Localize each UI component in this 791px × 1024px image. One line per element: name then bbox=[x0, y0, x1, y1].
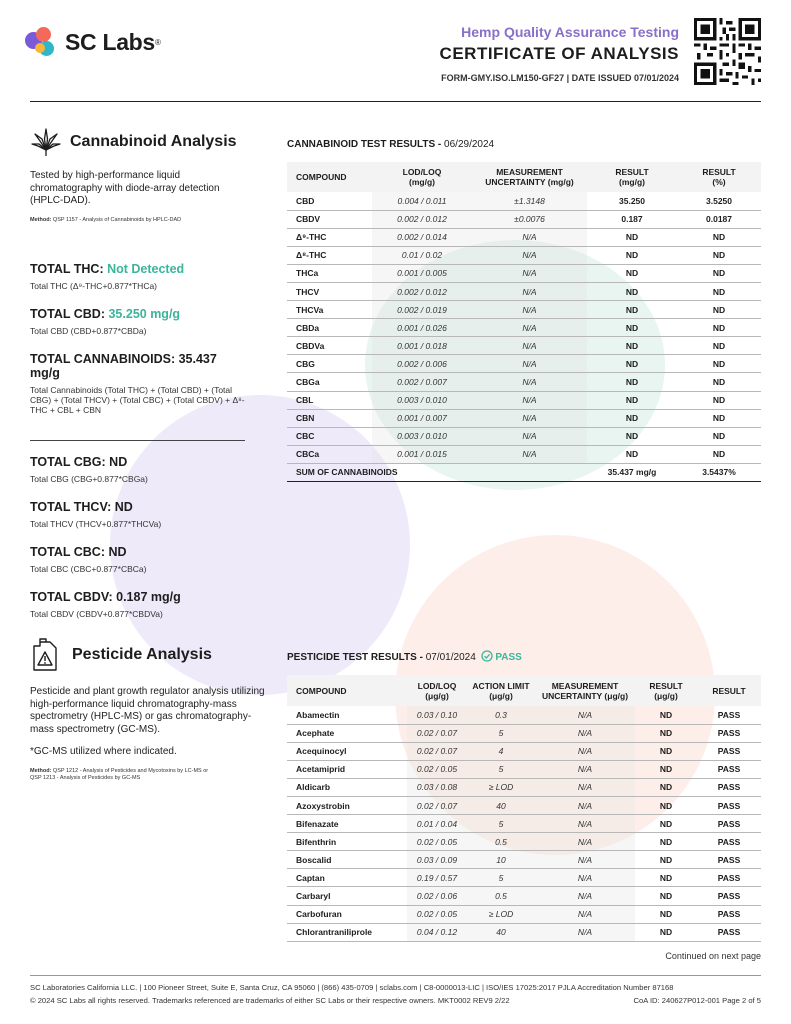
total-cannabinoids: TOTAL CANNABINOIDS: 35.437 mg/g bbox=[30, 352, 217, 380]
table-row bbox=[287, 409, 761, 427]
table-cell: N/A bbox=[472, 282, 587, 300]
table-cell: ND bbox=[677, 301, 761, 319]
table-cell: ND bbox=[587, 373, 677, 391]
compound-name: THCV bbox=[287, 282, 372, 300]
total-cbc-formula: Total CBC (CBC+0.877*CBCa) bbox=[30, 564, 147, 574]
check-circle-icon bbox=[481, 650, 493, 662]
table-cell: 0.003 / 0.010 bbox=[372, 391, 472, 409]
table-cell: N/A bbox=[472, 355, 587, 373]
table-cell: 0.03 / 0.10 bbox=[407, 706, 467, 724]
table-cell: N/A bbox=[472, 445, 587, 463]
table-cell: 0.02 / 0.07 bbox=[407, 742, 467, 760]
table-cell: ND bbox=[677, 427, 761, 445]
table-row bbox=[287, 282, 761, 300]
table-cell: ND bbox=[587, 337, 677, 355]
total-cbg: TOTAL CBG: ND bbox=[30, 455, 128, 469]
table-row bbox=[287, 833, 761, 851]
table-cell: ND bbox=[635, 833, 697, 851]
table-cell: ND bbox=[677, 391, 761, 409]
table-cell: ND bbox=[587, 301, 677, 319]
sum-pct: 3.5437% bbox=[677, 463, 761, 481]
compound-name: Boscalid bbox=[287, 851, 407, 869]
table-cell: 4 bbox=[467, 742, 535, 760]
table-cell: N/A bbox=[535, 778, 635, 796]
summary-divider bbox=[30, 440, 245, 441]
table-cell: N/A bbox=[535, 851, 635, 869]
table-cell: PASS bbox=[697, 905, 761, 923]
table-row bbox=[287, 301, 761, 319]
table-cell: ND bbox=[677, 337, 761, 355]
table-cell: 0.02 / 0.05 bbox=[407, 905, 467, 923]
cannabis-leaf-icon bbox=[30, 126, 62, 158]
table-cell: 0.04 / 0.12 bbox=[407, 923, 467, 941]
table-cell: N/A bbox=[535, 796, 635, 814]
table-cell: ND bbox=[677, 409, 761, 427]
table-cell: ND bbox=[635, 851, 697, 869]
table-row bbox=[287, 445, 761, 463]
table-cell: 10 bbox=[467, 851, 535, 869]
table-cell: PASS bbox=[697, 760, 761, 778]
table-cell: 35.250 bbox=[587, 192, 677, 210]
sum-mg: 35.437 mg/g bbox=[587, 463, 677, 481]
table-cell: 0.002 / 0.014 bbox=[372, 228, 472, 246]
column-header: COMPOUND bbox=[287, 162, 372, 192]
compound-name: Δ⁹-THC bbox=[287, 228, 372, 246]
table-cell: N/A bbox=[472, 246, 587, 264]
table-cell: ND bbox=[635, 923, 697, 941]
table-row bbox=[287, 851, 761, 869]
table-cell: 40 bbox=[467, 796, 535, 814]
column-header: MEASUREMENT UNCERTAINTY (mg/g) bbox=[472, 162, 587, 192]
compound-name: Acephate bbox=[287, 724, 407, 742]
footer-copyright: © 2024 SC Labs all rights reserved. Trademarks referenced are trademarks of either SC Labs or their respective owners. MKT0002 REV9 2/22 CoA ID: 240627P012-001 Page 2 of 5 bbox=[30, 996, 761, 1005]
table-cell: ND bbox=[677, 228, 761, 246]
compound-name: CBDVa bbox=[287, 337, 372, 355]
table-cell: ND bbox=[587, 355, 677, 373]
table-row bbox=[287, 355, 761, 373]
table-cell: N/A bbox=[472, 319, 587, 337]
table-cell: 5 bbox=[467, 815, 535, 833]
table-cell: 0.002 / 0.019 bbox=[372, 301, 472, 319]
table-cell: 0.01 / 0.04 bbox=[407, 815, 467, 833]
brand-name: SC Labs bbox=[65, 28, 155, 55]
compound-name: Abamectin bbox=[287, 706, 407, 724]
table-cell: 0.02 / 0.07 bbox=[407, 796, 467, 814]
header-subtitle: Hemp Quality Assurance Testing bbox=[461, 24, 679, 40]
table-cell: PASS bbox=[697, 742, 761, 760]
table-cell: N/A bbox=[535, 833, 635, 851]
pesticide-description: Pesticide and plant growth regulator analysis utilizing high-performance liquid chromatography-mass spectrometry (HPLC-MS) or gas chromatography-mass spectrometry (GC-MS). bbox=[30, 686, 265, 735]
logo-mark-icon bbox=[25, 24, 61, 60]
table-cell: N/A bbox=[535, 869, 635, 887]
total-thcv-formula: Total THCV (THCV+0.877*THCVa) bbox=[30, 519, 162, 529]
cannabinoid-table-title: CANNABINOID TEST RESULTS - 06/29/2024 bbox=[287, 139, 495, 150]
total-cbd-formula: Total CBD (CBD+0.877*CBDa) bbox=[30, 326, 147, 336]
compound-name: Chlorantraniliprole bbox=[287, 923, 407, 941]
pesticide-results-table bbox=[287, 675, 761, 942]
header-divider bbox=[30, 101, 761, 102]
table-cell: 0.002 / 0.012 bbox=[372, 210, 472, 228]
total-thc-formula: Total THC (Δ⁹-THC+0.877*THCa) bbox=[30, 281, 158, 291]
compound-name: CBGa bbox=[287, 373, 372, 391]
table-row bbox=[287, 905, 761, 923]
table-cell: 0.002 / 0.007 bbox=[372, 373, 472, 391]
table-cell: ND bbox=[635, 742, 697, 760]
table-cell: 0.02 / 0.05 bbox=[407, 833, 467, 851]
table-row bbox=[287, 264, 761, 282]
table-cell: ND bbox=[635, 815, 697, 833]
cannabinoid-method: Method: QSP 1157 - Analysis of Cannabinoids by HPLC-DAD bbox=[30, 216, 182, 223]
table-cell: ≥ LOD bbox=[467, 905, 535, 923]
table-cell: ND bbox=[677, 445, 761, 463]
table-row bbox=[287, 192, 761, 210]
table-row bbox=[287, 319, 761, 337]
compound-name: Aldicarb bbox=[287, 778, 407, 796]
table-cell: 0.001 / 0.005 bbox=[372, 264, 472, 282]
table-row bbox=[287, 887, 761, 905]
table-cell: ND bbox=[587, 319, 677, 337]
table-cell: 0.5 bbox=[467, 887, 535, 905]
column-header: MEASUREMENT UNCERTAINTY (μg/g) bbox=[535, 675, 635, 706]
table-cell: N/A bbox=[472, 301, 587, 319]
table-row bbox=[287, 337, 761, 355]
table-cell: 0.187 bbox=[587, 210, 677, 228]
compound-name: THCa bbox=[287, 264, 372, 282]
table-cell: 5 bbox=[467, 760, 535, 778]
total-thcv: TOTAL THCV: ND bbox=[30, 500, 133, 514]
table-cell: 0.002 / 0.006 bbox=[372, 355, 472, 373]
table-cell: PASS bbox=[697, 869, 761, 887]
table-cell: PASS bbox=[697, 796, 761, 814]
compound-name: Azoxystrobin bbox=[287, 796, 407, 814]
total-cbd: TOTAL CBD: 35.250 mg/g bbox=[30, 307, 181, 321]
compound-name: Acetamiprid bbox=[287, 760, 407, 778]
header-titles bbox=[440, 24, 679, 83]
table-cell: ND bbox=[587, 246, 677, 264]
table-cell: N/A bbox=[535, 742, 635, 760]
table-cell: 0.5 bbox=[467, 833, 535, 851]
table-cell: ND bbox=[635, 778, 697, 796]
table-cell: 40 bbox=[467, 923, 535, 941]
table-cell: N/A bbox=[535, 724, 635, 742]
table-cell: N/A bbox=[535, 923, 635, 941]
table-cell: ND bbox=[677, 246, 761, 264]
table-row bbox=[287, 246, 761, 264]
table-cell: ND bbox=[635, 706, 697, 724]
table-cell: PASS bbox=[697, 778, 761, 796]
table-cell: 0.01 / 0.02 bbox=[372, 246, 472, 264]
cannabinoid-summary bbox=[30, 126, 250, 619]
footer-address: SC Laboratories California LLC. | 100 Pioneer Street, Suite E, Santa Cruz, CA 95060 | (866) 435-0709 | sclabs.com | C8-0000013-LIC | ISO/IES 17025:2017 PJLA Accreditation Number 87168 bbox=[30, 983, 674, 992]
column-header: RESULT (%) bbox=[677, 162, 761, 192]
table-cell: ND bbox=[635, 905, 697, 923]
compound-name: CBDa bbox=[287, 319, 372, 337]
table-cell: ND bbox=[635, 869, 697, 887]
coa-id-page: CoA ID: 240627P012-001 Page 2 of 5 bbox=[633, 996, 761, 1005]
table-cell: 5 bbox=[467, 869, 535, 887]
table-cell: 0.0187 bbox=[677, 210, 761, 228]
table-row bbox=[287, 706, 761, 724]
column-header: RESULT (mg/g) bbox=[587, 162, 677, 192]
qr-code-icon[interactable] bbox=[694, 18, 761, 85]
table-cell: N/A bbox=[472, 373, 587, 391]
total-thc: TOTAL THC: Not Detected bbox=[30, 262, 185, 276]
table-cell: N/A bbox=[472, 427, 587, 445]
pesticide-heading: Pesticide Analysis bbox=[72, 646, 212, 663]
table-cell: ND bbox=[677, 319, 761, 337]
table-cell: 0.004 / 0.011 bbox=[372, 192, 472, 210]
table-cell: N/A bbox=[472, 409, 587, 427]
table-row bbox=[287, 427, 761, 445]
table-cell: PASS bbox=[697, 724, 761, 742]
table-cell: 0.001 / 0.018 bbox=[372, 337, 472, 355]
table-cell: 0.02 / 0.05 bbox=[407, 760, 467, 778]
table-cell: 0.001 / 0.015 bbox=[372, 445, 472, 463]
compound-name: Acequinocyl bbox=[287, 742, 407, 760]
document-title: CERTIFICATE OF ANALYSIS bbox=[439, 44, 679, 63]
table-cell: ≥ LOD bbox=[467, 778, 535, 796]
table-row bbox=[287, 228, 761, 246]
compound-name: CBC bbox=[287, 427, 372, 445]
table-cell: N/A bbox=[535, 887, 635, 905]
table-cell: PASS bbox=[697, 851, 761, 869]
total-cbdv: TOTAL CBDV: 0.187 mg/g bbox=[30, 590, 181, 604]
compound-name: THCVa bbox=[287, 301, 372, 319]
table-cell: N/A bbox=[472, 228, 587, 246]
table-cell: ±0.0076 bbox=[472, 210, 587, 228]
compound-name: CBDV bbox=[287, 210, 372, 228]
table-cell: PASS bbox=[697, 923, 761, 941]
table-cell: 0.03 / 0.08 bbox=[407, 778, 467, 796]
table-row bbox=[287, 391, 761, 409]
table-cell: N/A bbox=[472, 264, 587, 282]
compound-name: CBD bbox=[287, 192, 372, 210]
total-cbg-formula: Total CBG (CBG+0.877*CBGa) bbox=[30, 474, 148, 484]
gcms-note: *GC-MS utilized where indicated. bbox=[30, 746, 177, 757]
pesticide-method: Method: QSP 1212 - Analysis of Pesticides and Mycotoxins by LC-MS or QSP 1213 - Analysis of Pesticides by GC-MS bbox=[30, 767, 209, 781]
table-cell: N/A bbox=[535, 760, 635, 778]
pesticide-summary bbox=[30, 638, 265, 783]
compound-name: CBN bbox=[287, 409, 372, 427]
table-cell: ND bbox=[587, 427, 677, 445]
table-cell: ND bbox=[677, 373, 761, 391]
column-header: RESULT (μg/g) bbox=[635, 675, 697, 706]
table-cell: ND bbox=[635, 887, 697, 905]
table-cell: PASS bbox=[697, 833, 761, 851]
table-cell: ND bbox=[635, 796, 697, 814]
table-row bbox=[287, 373, 761, 391]
table-cell: 0.002 / 0.012 bbox=[372, 282, 472, 300]
compound-name: CBCa bbox=[287, 445, 372, 463]
table-row bbox=[287, 724, 761, 742]
table-cell: 0.02 / 0.06 bbox=[407, 887, 467, 905]
cannabinoid-heading: Cannabinoid Analysis bbox=[70, 133, 237, 150]
compound-name: Bifenthrin bbox=[287, 833, 407, 851]
total-cbc: TOTAL CBC: ND bbox=[30, 545, 127, 559]
compound-name: Carbaryl bbox=[287, 887, 407, 905]
table-cell: N/A bbox=[535, 815, 635, 833]
table-cell: ND bbox=[587, 264, 677, 282]
table-cell: 0.003 / 0.010 bbox=[372, 427, 472, 445]
column-header: LOD/LOQ (μg/g) bbox=[407, 675, 467, 706]
table-cell: ND bbox=[587, 228, 677, 246]
table-cell: N/A bbox=[472, 337, 587, 355]
form-date-line: FORM-GMY.ISO.LM150-GF27 | DATE ISSUED 07/01/2024 bbox=[441, 73, 679, 83]
table-row bbox=[287, 815, 761, 833]
compound-name: Δ⁸-THC bbox=[287, 246, 372, 264]
compound-name: Captan bbox=[287, 869, 407, 887]
table-cell: 0.3 bbox=[467, 706, 535, 724]
table-cell: PASS bbox=[697, 706, 761, 724]
table-cell: ND bbox=[587, 409, 677, 427]
table-cell: ND bbox=[677, 355, 761, 373]
table-cell: 0.03 / 0.09 bbox=[407, 851, 467, 869]
table-cell: ND bbox=[635, 724, 697, 742]
table-row bbox=[287, 796, 761, 814]
table-cell: ND bbox=[587, 445, 677, 463]
table-row bbox=[287, 742, 761, 760]
compound-name: Carbofuran bbox=[287, 905, 407, 923]
compound-name: CBG bbox=[287, 355, 372, 373]
table-cell: ND bbox=[677, 282, 761, 300]
table-cell: N/A bbox=[472, 391, 587, 409]
table-cell: 0.001 / 0.007 bbox=[372, 409, 472, 427]
sc-labs-logo: SC Labs ® bbox=[25, 24, 161, 60]
table-cell: 0.02 / 0.07 bbox=[407, 724, 467, 742]
table-cell: 5 bbox=[467, 724, 535, 742]
table-cell: PASS bbox=[697, 887, 761, 905]
table-cell: 0.001 / 0.026 bbox=[372, 319, 472, 337]
column-header: LOD/LOQ (mg/g) bbox=[372, 162, 472, 192]
table-cell: N/A bbox=[535, 905, 635, 923]
sum-row bbox=[287, 463, 761, 481]
table-cell: ND bbox=[587, 391, 677, 409]
table-row bbox=[287, 778, 761, 796]
table-row bbox=[287, 210, 761, 228]
table-cell: 0.19 / 0.57 bbox=[407, 869, 467, 887]
table-row bbox=[287, 923, 761, 941]
total-cbdv-formula: Total CBDV (CBDV+0.877*CBDVa) bbox=[30, 609, 163, 619]
cannabinoid-results-table bbox=[287, 162, 761, 482]
total-cannabinoids-formula: Total Cannabinoids (Total THC) + (Total CBD) + (Total CBG) + (Total THCV) + (Total CBC) + (Total CBDV) + Δ⁸-THC + CBL + CBN bbox=[30, 385, 245, 415]
table-cell: ±1.3148 bbox=[472, 192, 587, 210]
sum-label: SUM OF CANNABINOIDS bbox=[287, 463, 587, 481]
table-cell: ND bbox=[635, 760, 697, 778]
table-cell: 3.5250 bbox=[677, 192, 761, 210]
continued-note: Continued on next page bbox=[665, 951, 761, 961]
column-header: ACTION LIMIT (μg/g) bbox=[467, 675, 535, 706]
table-row bbox=[287, 760, 761, 778]
cannabinoid-description: Tested by high-performance liquid chromatography with diode-array detection (HPLC-DAD). bbox=[30, 170, 220, 206]
table-row bbox=[287, 869, 761, 887]
table-cell: N/A bbox=[535, 706, 635, 724]
warning-jug-icon bbox=[30, 638, 60, 672]
column-header: RESULT bbox=[697, 675, 761, 706]
column-header: COMPOUND bbox=[287, 675, 407, 706]
compound-name: Bifenazate bbox=[287, 815, 407, 833]
pesticide-status-badge: PASS bbox=[495, 652, 522, 663]
table-cell: ND bbox=[677, 264, 761, 282]
table-cell: PASS bbox=[697, 815, 761, 833]
footer-divider bbox=[30, 975, 761, 976]
table-cell: ND bbox=[587, 282, 677, 300]
compound-name: CBL bbox=[287, 391, 372, 409]
pesticide-table-title: PESTICIDE TEST RESULTS - 07/01/2024 PASS bbox=[287, 652, 522, 663]
